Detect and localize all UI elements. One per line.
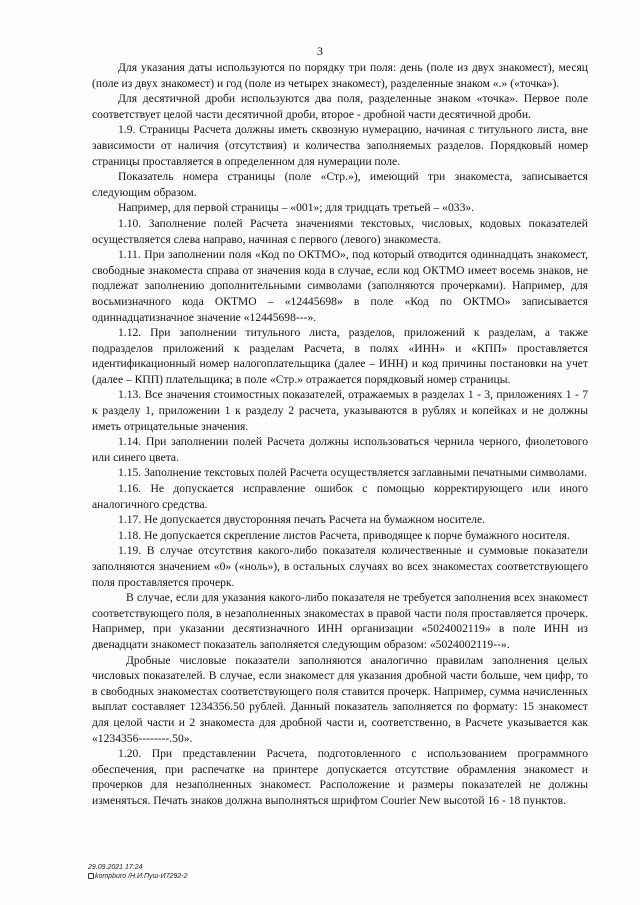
paragraph-1-13: 1.13. Все значения стоимостных показателей, отражаемых в разделах 1 - 3, приложениях 1 - 7 к разделу 1, приложении 1 к разделу 2 расчета, указываются в рублях и копейках и не должны иметь отрицательные значения. bbox=[92, 388, 588, 433]
paragraph-1-16: 1.16. Не допускается исправление ошибок с помощью корректирующего или иного аналогичного средства. bbox=[92, 482, 588, 511]
paragraph-1-14: 1.14. При заполнении полей Расчета должны использоваться чернила черного, фиолетового или синего цвета. bbox=[92, 435, 588, 464]
document-body bbox=[92, 60, 588, 809]
paragraph-1-12: 1.12. При заполнении титульного листа, разделов, приложений к разделам, а также подразделов приложений к разделам Расчета, в полях «ИНН» и «КПП» проставляется идентификационный номер налогоплательщика (далее – ИНН) и код причины постановки на учет (далее – КПП) плательщика; в поле «Стр.» отражается порядковый номер страницы. bbox=[92, 326, 588, 386]
paragraph-decimal-fields: Для десятичной дроби используются два поля, разделенные знаком «точка». Первое поле соответствует целой части десятичной дроби, второе - дробной части десятичной дроби. bbox=[92, 92, 588, 121]
paragraph-fraction-example: Дробные числовые показатели заполняются аналогично правилам заполнения целых числовых показателей. В случае, если знакомест для указания дробной части больше, чем цифр, то в свободных знакоместах соответствующего поля ставится прочерк. Например, сумма начисленных выплат составляет 1234356.50 рублей. Данный показатель заполняется по формату: 15 знакомест для целой части и 2 знакоместа для дробной части и, соответственно, в Расчете указывается как «1234356--------.50». bbox=[92, 653, 588, 745]
footer-signature-line bbox=[88, 872, 188, 881]
page-number: 3 bbox=[317, 44, 323, 58]
paragraph-page-number-format: Показатель номера страницы (поле «Стр.»), имеющий три знакоместа, записывается следующим образом. bbox=[92, 170, 588, 199]
paragraph-date-fields: Для указания даты используются по порядку три поля: день (поле из двух знакомест), месяц (поле из двух знакомест) и год (поле из четырех знакомест), разделенные знаком «.» («точка»). bbox=[92, 61, 588, 90]
paragraph-1-15: 1.15. Заполнение текстовых полей Расчета осуществляется заглавными печатными символами. bbox=[118, 466, 588, 480]
paragraph-1-10: 1.10. Заполнение полей Расчета значениями текстовых, числовых, кодовых показателей осуществляется слева направо, начиная с первого (левого) знакоместа. bbox=[92, 216, 588, 246]
paragraph-1-9: 1.9. Страницы Расчета должны иметь сквозную нумерацию, начиная с титульного листа, вне зависимости от наличия (отсутствия) и количества заполняемых разделов. Порядковый номер страницы проставляется в определенном для нумерации поле. bbox=[92, 123, 588, 168]
paragraph-1-20: 1.20. При представлении Расчета, подготовленного с использованием программного обеспечения, при распечатке на принтере допускается отсутствие обрамления знакомест и прочерков для незаполненных знакомест. Расположение и размеры показателей не должны изменяться. Печать знаков должна выполняться шрифтом Courier New высотой 16 - 18 пунктов. bbox=[92, 747, 588, 807]
paragraph-1-11: 1.11. При заполнении поля «Код по ОКТМО», под который отводится одиннадцать знакомест, свободные знакоместа справа от значения кода в случае, если код ОКТМО имеет восемь знаков, не подлежат заполнению дополнительными символами (заполняются прочерками). Например, для восьмизначного кода ОКТМО – «12445698» в поле «Код по ОКТМО» записывается одиннадцатизначное значение «12445698---». bbox=[92, 248, 588, 324]
print-stamp-icon bbox=[88, 873, 94, 879]
print-footer bbox=[88, 863, 188, 881]
paragraph-page-number-example: Например, для первой страницы – «001»; для тридцать третьей – «033». bbox=[118, 201, 475, 215]
footer-datetime: 29.09.2021 17:24 bbox=[88, 864, 143, 871]
paragraph-inn-example: В случае, если для указания какого-либо показателя не требуется заполнения всех знакомест соответствующего поля, в незаполненных знакоместах в правой части поля проставляется прочерк. Например, при указании десятизначного ИНН организации «5024002119» в поле ИНН из двенадцати знакомест показатель заполняется следующим образом: «5024002119--». bbox=[92, 591, 588, 651]
footer-signature: kompburo /Н.И.Пуш-И7292-2 bbox=[95, 873, 188, 880]
paragraph-1-18: 1.18. Не допускается скрепление листов Расчета, приводящее к порче бумажного носителя. bbox=[118, 528, 570, 542]
paragraph-1-17: 1.17. Не допускается двусторонняя печать Расчета на бумажном носителе. bbox=[118, 513, 486, 527]
paragraph-1-19: 1.19. В случае отсутствия какого-либо показателя количественные и суммовые показатели заполняются значением «0» («ноль»), в остальных случаях во всех знакоместах соответствующего поля проставляется прочерк. bbox=[92, 544, 588, 589]
